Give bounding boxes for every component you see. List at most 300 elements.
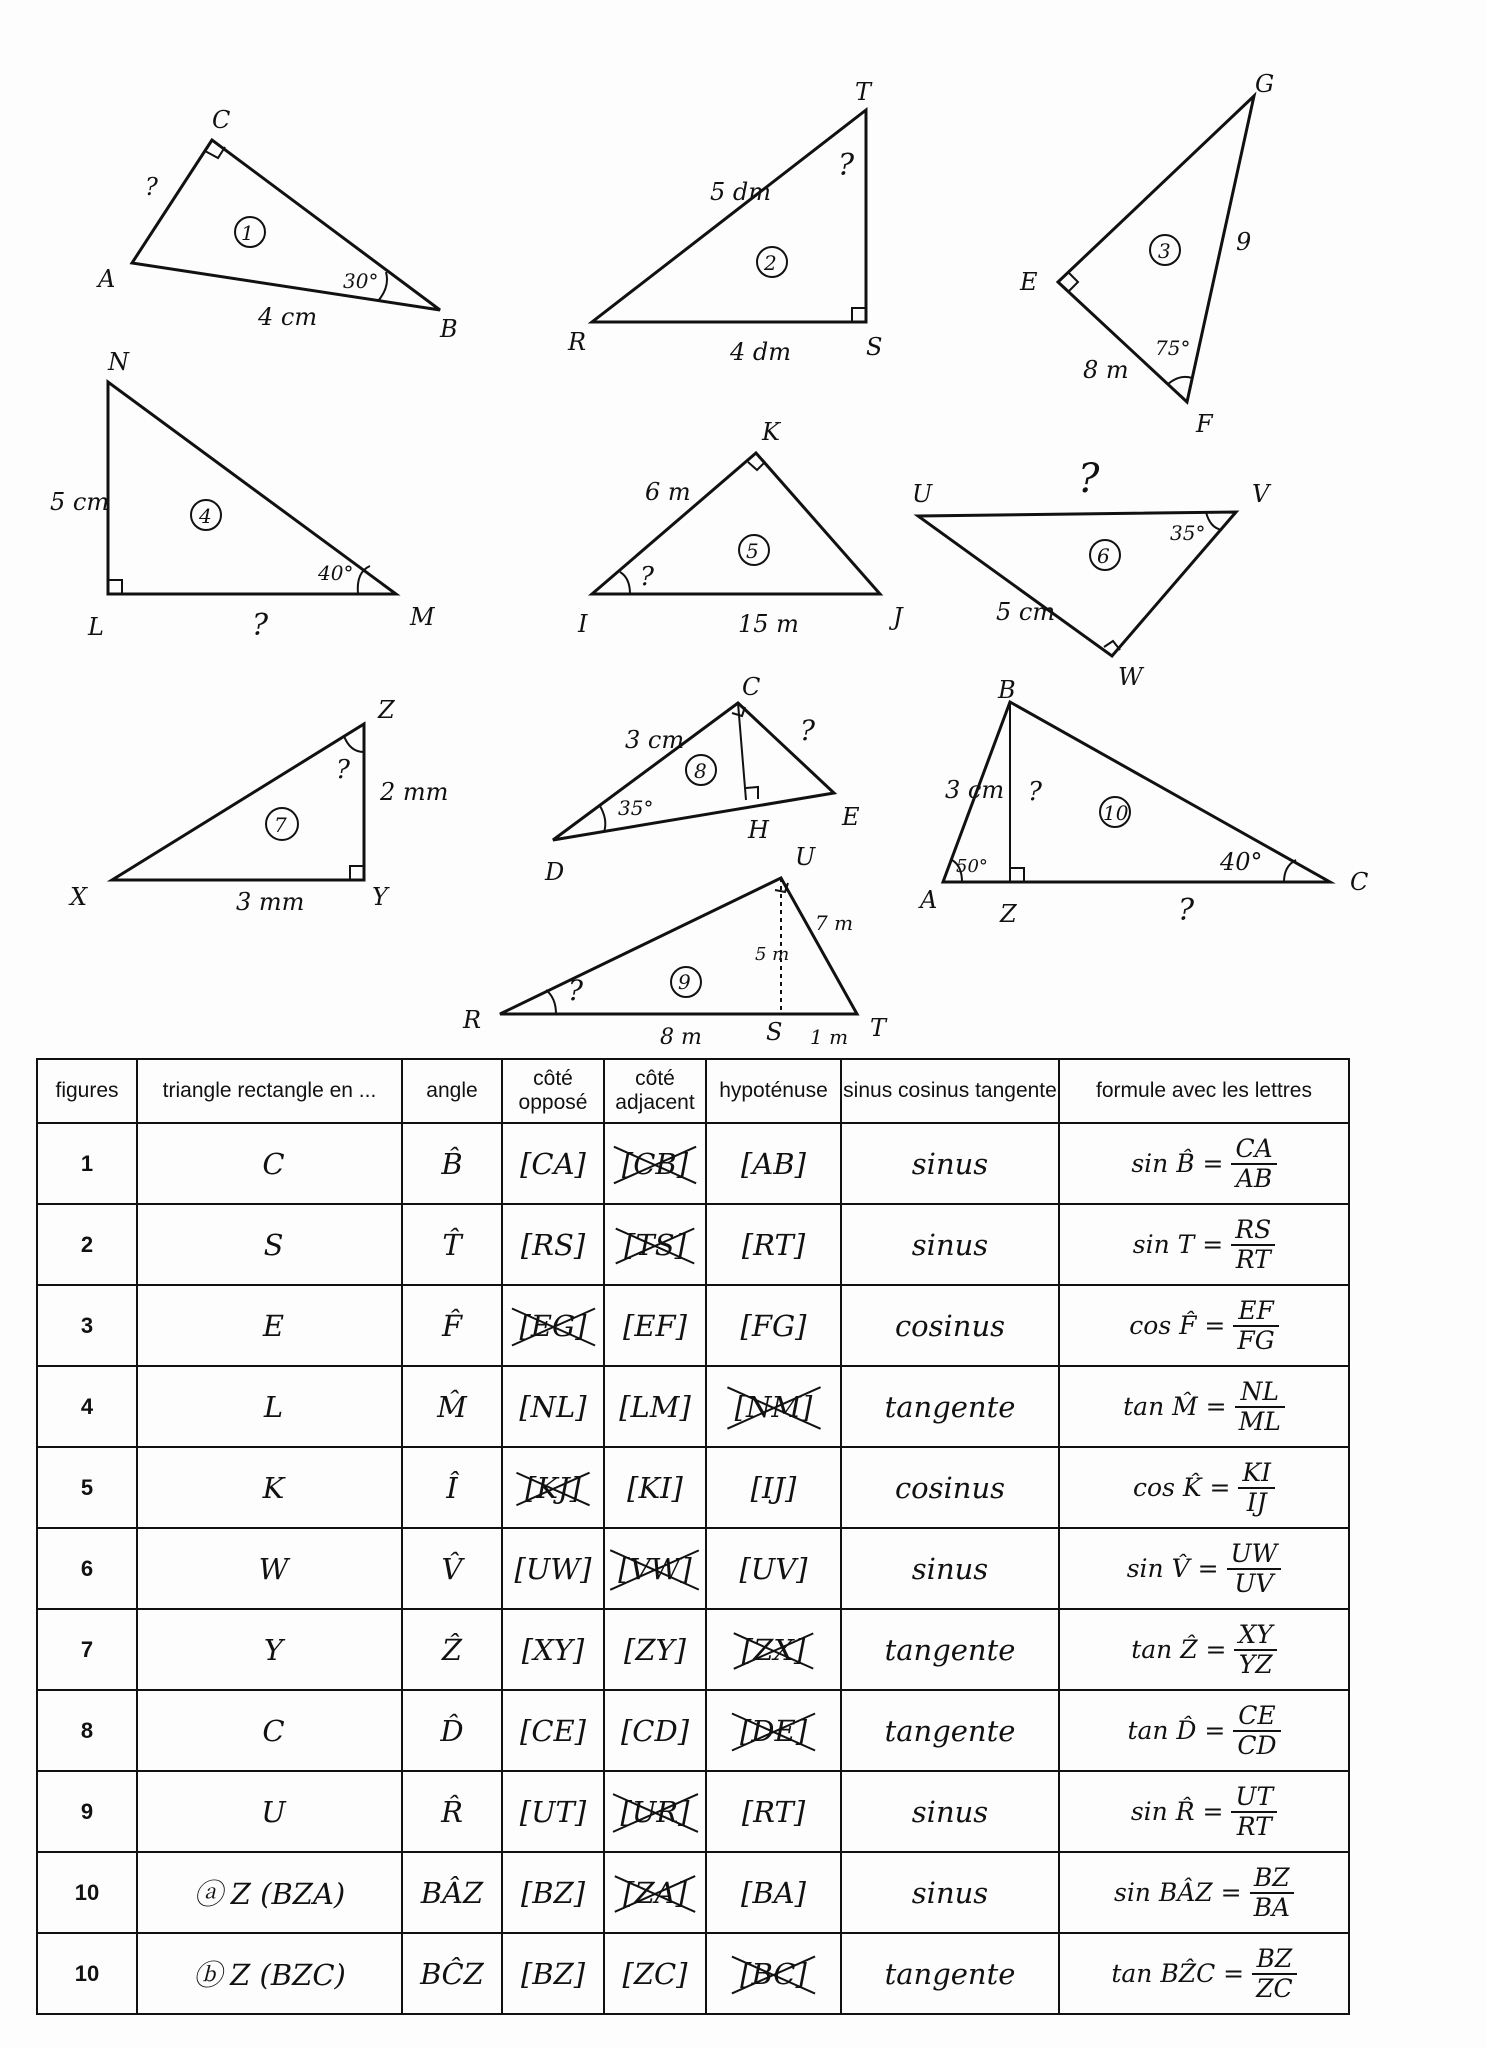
angle-value: R̂ — [441, 1794, 463, 1829]
cell-angle — [402, 1366, 502, 1447]
fraction-denominator: ZC — [1256, 1973, 1293, 2003]
formula-fraction — [1231, 1783, 1277, 1841]
side-label: 4 cm — [258, 303, 318, 331]
unknown-mark: ? — [568, 974, 584, 1007]
cell-formula — [1059, 1933, 1349, 2014]
figure-number: 6 — [1097, 544, 1110, 568]
hypotenuse-side: [BC] — [740, 1956, 807, 1991]
vertex-label: U — [795, 843, 816, 871]
fraction-numerator: BZ — [1252, 1945, 1297, 1975]
fraction-numerator: KI — [1238, 1459, 1275, 1489]
opposite-side: [NL] — [519, 1389, 587, 1424]
hypotenuse-side: [FG] — [740, 1308, 807, 1343]
right-vertex: S — [263, 1227, 284, 1262]
cell-angle — [402, 1285, 502, 1366]
header-angle: angle — [402, 1059, 502, 1123]
fraction-denominator: CD — [1237, 1730, 1277, 1760]
side-label: 5 m — [755, 944, 790, 965]
table-row — [37, 1609, 1349, 1690]
cell-figure — [37, 1609, 137, 1690]
cell-function — [841, 1528, 1059, 1609]
cell-right-vertex — [137, 1285, 402, 1366]
angle-label: 35° — [1170, 521, 1206, 545]
cell-opposite — [502, 1528, 604, 1609]
cell-right-vertex — [137, 1852, 402, 1933]
right-angle-mark — [852, 308, 866, 322]
header-formula: formule avec les lettres — [1059, 1059, 1349, 1123]
triangle-5 — [592, 453, 880, 594]
opposite-side: [KJ] — [525, 1470, 581, 1505]
adjacent-side: [EF] — [623, 1308, 687, 1343]
fraction-numerator: CA — [1231, 1135, 1276, 1165]
adjacent-side: [UR] — [620, 1794, 690, 1829]
trig-function: cosinus — [894, 1470, 1006, 1505]
fraction-denominator: ML — [1238, 1406, 1281, 1436]
side-label: 2 mm — [380, 778, 449, 806]
vertex-label: R — [463, 1006, 482, 1034]
cell-hypotenuse — [706, 1204, 841, 1285]
side-label: 5 cm — [50, 488, 110, 516]
formula-lhs: tan BẐC = — [1111, 1958, 1245, 1988]
figure-number: 4 — [80, 1393, 94, 1419]
cell-right-vertex — [137, 1123, 402, 1204]
figure-number: 2 — [764, 251, 777, 275]
cell-formula — [1059, 1690, 1349, 1771]
hypotenuse-side: [UV] — [739, 1551, 808, 1586]
table-row — [37, 1204, 1349, 1285]
figure-number: 9 — [678, 970, 691, 994]
cell-opposite — [502, 1285, 604, 1366]
formula-fraction — [1235, 1378, 1285, 1436]
formula-lhs: tan Ẑ = — [1131, 1634, 1227, 1664]
table-row — [37, 1690, 1349, 1771]
figure-number: 10 — [74, 1960, 100, 1986]
figure-number: 2 — [80, 1231, 94, 1257]
fraction-numerator: UT — [1231, 1783, 1277, 1813]
trig-function: sinus — [911, 1794, 989, 1829]
hypotenuse-side: [DE] — [739, 1713, 808, 1748]
trig-function: tangente — [884, 1632, 1016, 1667]
unknown-mark: ? — [838, 148, 855, 183]
cell-function — [841, 1690, 1059, 1771]
header-function: sinus cosinus tangente — [841, 1059, 1059, 1123]
side-label: 5 cm — [996, 598, 1056, 626]
header-figures: figures — [37, 1059, 137, 1123]
angle-arc — [1206, 512, 1222, 530]
unknown-mark: ? — [336, 755, 350, 785]
triangle-2 — [592, 110, 866, 322]
table-row — [37, 1447, 1349, 1528]
unknown-mark: ? — [640, 562, 654, 592]
cell-opposite — [502, 1123, 604, 1204]
angle-arc — [1168, 377, 1192, 384]
cell-function — [841, 1285, 1059, 1366]
fraction-numerator: CE — [1233, 1702, 1280, 1732]
formula-lhs: tan M̂ = — [1123, 1391, 1227, 1421]
cell-hypotenuse — [706, 1528, 841, 1609]
header-hypotenuse: hypoténuse — [706, 1059, 841, 1123]
cell-opposite — [502, 1771, 604, 1852]
angle-label: 40° — [318, 561, 354, 585]
adjacent-side: [KI] — [627, 1470, 683, 1505]
right-angle-mark — [748, 462, 765, 470]
cell-adjacent — [604, 1528, 706, 1609]
cell-right-vertex — [137, 1933, 402, 2014]
trigonometry-table — [36, 1058, 1350, 2015]
cell-figure — [37, 1123, 137, 1204]
cell-adjacent — [604, 1285, 706, 1366]
vertex-label: C — [212, 106, 231, 134]
table-row — [37, 1771, 1349, 1852]
angle-label: 30° — [343, 269, 379, 293]
angle-arc — [620, 572, 630, 594]
opposite-side: [EG] — [519, 1308, 587, 1343]
table-header-row — [37, 1059, 1349, 1123]
opposite-side: [CA] — [520, 1146, 586, 1181]
cell-angle — [402, 1933, 502, 2014]
fraction-denominator: FG — [1237, 1325, 1275, 1355]
angle-arc — [378, 272, 387, 301]
vertex-label: V — [1252, 480, 1270, 508]
hypotenuse-side: [RT] — [741, 1794, 806, 1829]
formula-fraction — [1233, 1297, 1278, 1355]
table-row — [37, 1852, 1349, 1933]
right-vertex: K — [262, 1470, 285, 1505]
fraction-numerator: NL — [1235, 1378, 1285, 1408]
cell-opposite — [502, 1204, 604, 1285]
table-row — [37, 1366, 1349, 1447]
right-vertex: Z (BZC) — [230, 1958, 346, 1992]
hypotenuse-side: [BA] — [741, 1875, 806, 1910]
fraction-denominator: RT — [1235, 1244, 1271, 1274]
vertex-label: B — [998, 676, 1016, 704]
adjacent-side: [ZC] — [622, 1956, 688, 1991]
vertex-label: J — [893, 603, 903, 631]
cell-adjacent — [604, 1609, 706, 1690]
cell-hypotenuse — [706, 1366, 841, 1447]
cell-right-vertex — [137, 1204, 402, 1285]
opposite-side: [UT] — [519, 1794, 587, 1829]
vertex-label: Z — [378, 696, 395, 724]
triangle-7 — [112, 724, 364, 880]
figure-number: 7 — [274, 813, 287, 837]
opposite-side: [RS] — [520, 1227, 586, 1262]
figure-number: 9 — [80, 1798, 94, 1824]
vertex-label: M — [410, 603, 435, 631]
figure-number: 10 — [74, 1879, 100, 1905]
figure-number: 8 — [694, 759, 707, 783]
unknown-mark: ? — [1078, 456, 1100, 502]
adjacent-side: [CB] — [621, 1146, 689, 1181]
vertex-label: B — [440, 315, 458, 343]
right-angle-mark — [108, 580, 122, 594]
fraction-numerator: BZ — [1250, 1864, 1294, 1894]
vertex-label: C — [1350, 868, 1369, 896]
cell-hypotenuse — [706, 1771, 841, 1852]
vertex-label: S — [866, 333, 883, 361]
opposite-side: [BZ] — [520, 1875, 586, 1910]
cell-figure — [37, 1447, 137, 1528]
cell-angle — [402, 1528, 502, 1609]
table-row — [37, 1285, 1349, 1366]
cell-function — [841, 1771, 1059, 1852]
cell-right-vertex — [137, 1366, 402, 1447]
trig-function: sinus — [911, 1227, 989, 1262]
cell-hypotenuse — [706, 1123, 841, 1204]
cell-formula — [1059, 1123, 1349, 1204]
figure-number: 5 — [746, 539, 759, 563]
fraction-denominator: UV — [1234, 1568, 1274, 1598]
cell-formula — [1059, 1366, 1349, 1447]
angle-value: V̂ — [441, 1551, 463, 1586]
cell-angle — [402, 1447, 502, 1528]
cell-figure — [37, 1933, 137, 2014]
right-vertex: Y — [263, 1632, 284, 1667]
side-label: 8 m — [660, 1025, 702, 1050]
trig-function: sinus — [911, 1875, 989, 1910]
cell-figure — [37, 1528, 137, 1609]
formula-fraction — [1231, 1216, 1275, 1274]
angle-label: 50° — [956, 856, 988, 877]
table-row — [37, 1528, 1349, 1609]
cell-adjacent — [604, 1447, 706, 1528]
hypotenuse-side: [IJ] — [750, 1470, 797, 1505]
table-row — [37, 1123, 1349, 1204]
trig-function: tangente — [884, 1956, 1016, 1991]
cell-figure — [37, 1285, 137, 1366]
vertex-label: Y — [372, 883, 388, 911]
trig-function: sinus — [911, 1146, 989, 1181]
cell-opposite — [502, 1933, 604, 2014]
fraction-numerator: UW — [1227, 1540, 1282, 1570]
triangle-1 — [132, 140, 440, 310]
cell-opposite — [502, 1447, 604, 1528]
cell-angle — [402, 1690, 502, 1771]
trig-function: cosinus — [894, 1308, 1006, 1343]
fraction-numerator: EF — [1233, 1297, 1278, 1327]
cell-hypotenuse — [706, 1852, 841, 1933]
right-vertex: W — [258, 1551, 289, 1586]
trig-function: tangente — [884, 1389, 1016, 1424]
angle-value: BÂZ — [420, 1875, 484, 1910]
cell-adjacent — [604, 1366, 706, 1447]
side-label: 3 mm — [236, 888, 305, 916]
side-label: 8 m — [1083, 356, 1129, 384]
formula-fraction — [1233, 1702, 1280, 1760]
angle-value: D̂ — [440, 1713, 464, 1748]
right-angle-mark — [1068, 272, 1078, 292]
cell-adjacent — [604, 1690, 706, 1771]
angle-value: M̂ — [437, 1389, 467, 1424]
figure-number: 5 — [80, 1474, 94, 1500]
cell-formula — [1059, 1771, 1349, 1852]
side-label: 4 dm — [730, 338, 792, 366]
vertex-label: X — [70, 883, 88, 911]
unknown-mark: ? — [1178, 893, 1195, 928]
figure-number: 1 — [241, 221, 254, 245]
unknown-mark: ? — [800, 714, 816, 747]
angle-value: T̂ — [442, 1227, 462, 1262]
header-opposite: côté opposé — [502, 1059, 604, 1123]
vertex-label: L — [88, 613, 104, 641]
vertex-label: N — [108, 348, 129, 376]
figure-number: 6 — [80, 1555, 94, 1581]
right-vertex: C — [262, 1146, 285, 1181]
fraction-denominator: RT — [1236, 1811, 1272, 1841]
vertex-label: T — [855, 78, 872, 106]
angle-arc — [546, 990, 556, 1014]
side-label: 6 m — [645, 478, 691, 506]
formula-lhs: cos F̂ = — [1129, 1310, 1226, 1340]
vertex-label: G — [1255, 70, 1275, 98]
formula-lhs: cos K̂ = — [1133, 1472, 1231, 1502]
cell-angle — [402, 1123, 502, 1204]
cell-formula — [1059, 1852, 1349, 1933]
cell-function — [841, 1447, 1059, 1528]
cell-opposite — [502, 1366, 604, 1447]
formula-fraction — [1227, 1540, 1282, 1598]
vertex-label: R — [568, 328, 587, 356]
angle-value: Î — [446, 1470, 458, 1505]
cell-angle — [402, 1204, 502, 1285]
vertex-label: C — [742, 673, 761, 701]
opposite-side: [CE] — [520, 1713, 586, 1748]
cell-function — [841, 1852, 1059, 1933]
vertex-label: E — [1020, 268, 1038, 296]
opposite-side: [UW] — [514, 1551, 592, 1586]
angle-value: BĈZ — [420, 1956, 484, 1991]
side-label: 9 — [1236, 228, 1252, 256]
fraction-denominator: IJ — [1246, 1487, 1267, 1517]
trig-function: tangente — [884, 1713, 1016, 1748]
cell-function — [841, 1366, 1059, 1447]
hypotenuse-side: [ZX] — [741, 1632, 806, 1667]
cell-angle — [402, 1609, 502, 1690]
right-angle-mark — [746, 787, 758, 799]
formula-fraction — [1250, 1864, 1294, 1922]
vertex-label: H — [748, 816, 769, 844]
figure-number: 10 — [1103, 801, 1129, 825]
formula-lhs: sin T = — [1132, 1229, 1224, 1259]
cell-hypotenuse — [706, 1609, 841, 1690]
trig-function: sinus — [911, 1551, 989, 1586]
right-vertex: Z (BZA) — [230, 1877, 346, 1911]
adjacent-side: [LM] — [619, 1389, 691, 1424]
vertex-label: I — [578, 610, 588, 638]
cell-formula — [1059, 1285, 1349, 1366]
cell-right-vertex — [137, 1690, 402, 1771]
right-vertex: U — [261, 1794, 286, 1829]
cell-figure — [37, 1852, 137, 1933]
opposite-side: [BZ] — [520, 1956, 586, 1991]
cell-formula — [1059, 1204, 1349, 1285]
side-label: 1 m — [810, 1025, 849, 1049]
cell-formula — [1059, 1447, 1349, 1528]
vertex-label: A — [98, 265, 116, 293]
formula-lhs: sin BÂZ = — [1113, 1877, 1242, 1907]
hypotenuse-side: [RT] — [741, 1227, 806, 1262]
cell-function — [841, 1933, 1059, 2014]
adjacent-side: [TS] — [624, 1227, 686, 1262]
cell-hypotenuse — [706, 1447, 841, 1528]
formula-fraction — [1231, 1135, 1276, 1193]
fraction-numerator: RS — [1231, 1216, 1275, 1246]
cell-function — [841, 1204, 1059, 1285]
cell-function — [841, 1609, 1059, 1690]
hypotenuse-side: [AB] — [741, 1146, 806, 1181]
cell-right-vertex — [137, 1609, 402, 1690]
cell-figure — [37, 1204, 137, 1285]
altitude — [738, 703, 746, 800]
formula-lhs: sin V̂ = — [1126, 1553, 1219, 1583]
angle-arc — [358, 566, 370, 594]
side-label: 15 m — [738, 610, 799, 638]
cell-hypotenuse — [706, 1285, 841, 1366]
cell-formula — [1059, 1528, 1349, 1609]
cell-right-vertex — [137, 1447, 402, 1528]
formula-fraction — [1234, 1621, 1276, 1679]
adjacent-side: [VW] — [618, 1551, 692, 1586]
angle-label: 35° — [618, 796, 654, 820]
unknown-mark: ? — [252, 608, 269, 643]
figure-number: 3 — [80, 1312, 94, 1338]
angle-arc — [600, 806, 605, 832]
fraction-denominator: AB — [1235, 1163, 1273, 1193]
cell-formula — [1059, 1609, 1349, 1690]
cell-adjacent — [604, 1204, 706, 1285]
vertex-label: D — [545, 858, 565, 886]
formula-lhs: sin B̂ = — [1131, 1148, 1224, 1178]
vertex-label: K — [762, 418, 780, 446]
unknown-mark: ? — [1028, 777, 1042, 807]
case-marker: ⓑ — [193, 1958, 223, 1992]
side-label: 5 dm — [710, 178, 772, 206]
cell-right-vertex — [137, 1771, 402, 1852]
angle-arc — [344, 736, 364, 752]
table-row — [37, 1933, 1349, 2014]
angle-value: Ẑ — [441, 1632, 463, 1667]
adjacent-side: [ZY] — [624, 1632, 686, 1667]
angle-value: B̂ — [441, 1146, 463, 1181]
cell-adjacent — [604, 1771, 706, 1852]
cell-opposite — [502, 1690, 604, 1771]
vertex-label: F — [1196, 410, 1213, 438]
figure-number: 8 — [80, 1717, 94, 1743]
right-vertex: E — [262, 1308, 285, 1343]
header-triangle: triangle rectangle en ... — [137, 1059, 402, 1123]
vertex-label: W — [1118, 663, 1143, 691]
formula-fraction — [1238, 1459, 1275, 1517]
figure-number: 7 — [80, 1636, 94, 1662]
figure-number: 4 — [199, 504, 212, 528]
opposite-side: [XY] — [521, 1632, 585, 1667]
cell-hypotenuse — [706, 1690, 841, 1771]
cell-adjacent — [604, 1852, 706, 1933]
vertex-label: E — [842, 803, 860, 831]
fraction-numerator: XY — [1234, 1621, 1276, 1651]
fraction-denominator: YZ — [1238, 1649, 1273, 1679]
right-angle-mark — [1010, 868, 1024, 882]
hypotenuse-side: [NM] — [734, 1389, 813, 1424]
cell-function — [841, 1123, 1059, 1204]
cell-figure — [37, 1690, 137, 1771]
unknown-mark: ? — [145, 173, 158, 201]
side-label: 3 cm — [625, 726, 685, 754]
vertex-label: A — [920, 886, 938, 914]
figure-number: 1 — [80, 1150, 94, 1176]
vertex-label: T — [870, 1014, 887, 1042]
cell-angle — [402, 1852, 502, 1933]
